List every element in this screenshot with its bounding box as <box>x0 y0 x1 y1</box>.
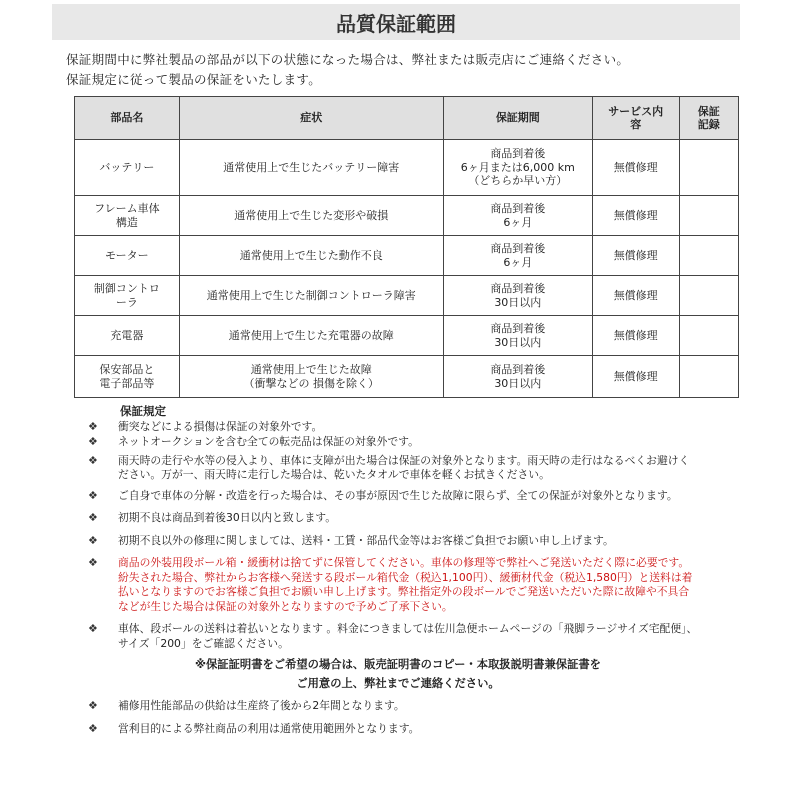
rule-text: 雨天時の走行や水等の侵入より、車体に支障が出た場合は保証の対象外となります。雨天時の走行はなるべくお避けください。万が一、雨天時に走行した場合は、乾いたタオルで車体を軽くお拭きください。 <box>118 453 690 481</box>
cell-record <box>679 196 738 236</box>
cell-service: 無償修理 <box>592 356 679 398</box>
page-title: 品質保証範囲 <box>52 4 740 40</box>
cell-symptom: 通常使用上で生じたバッテリー障害 <box>179 140 443 196</box>
notice-line-1: ※保証証明書をご希望の場合は、販売証明書のコピー・本取扱説明書兼保証書を <box>195 658 601 671</box>
intro-line-2: 保証規定に従って製品の保証をいたします。 <box>66 72 322 87</box>
diamond-bullet-icon: ❖ <box>88 419 98 433</box>
rule-text: 車体、段ボールの送料は着払いとなります 。料金につきましては佐川急便ホームページの「飛脚ラージサイズ宅配便」、サイズ「200」をご確認ください。 <box>118 622 698 650</box>
rule-text: 初期不良以外の修理に関しましては、送料・工賃・部品代金等はお客様ご負担でお願い申し上げます。 <box>118 533 614 547</box>
rule-item <box>88 722 698 737</box>
cell-period: 商品到着後 6ヶ月または6,000 km （どちらか早い方） <box>443 140 592 196</box>
rule-item <box>88 435 698 450</box>
cell-service: 無償修理 <box>592 196 679 236</box>
cell-record <box>679 316 738 356</box>
rule-item <box>88 489 698 504</box>
rule-text: ご自身で車体の分解・改造を行った場合は、その事が原因で生じた故障に限らず、全ての保証が対象外となります。 <box>118 488 678 502</box>
cell-period: 商品到着後 30日以内 <box>443 316 592 356</box>
rule-text: ネットオークションを含む全ての転売品は保証の対象外です。 <box>118 435 419 448</box>
table-row <box>75 140 739 196</box>
diamond-bullet-icon: ❖ <box>88 488 98 502</box>
intro-text <box>66 50 746 90</box>
diamond-bullet-icon: ❖ <box>88 721 98 735</box>
warranty-table <box>74 96 739 398</box>
diamond-bullet-icon: ❖ <box>88 435 98 448</box>
table-row <box>75 276 739 316</box>
cell-service: 無償修理 <box>592 236 679 276</box>
rule-item <box>88 420 698 435</box>
cell-period: 商品到着後 30日以内 <box>443 276 592 316</box>
cell-period: 商品到着後 6ヶ月 <box>443 196 592 236</box>
table-header-row <box>75 97 739 140</box>
table-row <box>75 356 739 398</box>
diamond-bullet-icon: ❖ <box>88 699 98 712</box>
diamond-bullet-icon: ❖ <box>88 511 98 524</box>
header-record: 保証 記録 <box>679 97 738 140</box>
rule-text-warning: 商品の外装用段ボール箱・緩衝材は捨てずに保管してください。車体の修理等で弊社へご発送いただく際に必要です。紛失された場合、弊社からお客様へ発送する段ボール箱代金（税込1,100円）、緩衝材代金（税込1,580円）と送料は着払いとなりますのでお客様ご負担でお願い申し上げます。弊社指定外の段ボールでご発送いただいた際に故障や不具合などが生じた場合は保証の対象外となりますので予めご了承下さい。 <box>118 556 693 613</box>
rule-item <box>88 622 698 651</box>
notice-line-2: ご用意の上、弊社までご連絡ください。 <box>296 677 500 690</box>
cell-period: 商品到着後 6ヶ月 <box>443 236 592 276</box>
table-row <box>75 316 739 356</box>
cell-symptom: 通常使用上で生じた動作不良 <box>179 236 443 276</box>
cell-symptom: 通常使用上で生じた制御コントローラ障害 <box>179 276 443 316</box>
cell-part: 制御コントロ ーラ <box>75 276 180 316</box>
rules-title: 保証規定 <box>120 404 166 418</box>
cell-symptom: 通常使用上で生じた変形や破損 <box>179 196 443 236</box>
header-warranty-period: 保証期間 <box>443 97 592 140</box>
cell-record <box>679 236 738 276</box>
rule-item <box>88 699 698 714</box>
cell-part: バッテリー <box>75 140 180 196</box>
rule-text: 衝突などによる損傷は保証の対象外です。 <box>118 419 323 433</box>
header-part-name: 部品名 <box>75 97 180 140</box>
diamond-bullet-icon: ❖ <box>88 622 98 635</box>
cell-record <box>679 356 738 398</box>
table-row <box>75 236 739 276</box>
certificate-notice <box>88 655 698 693</box>
cell-symptom: 通常使用上で生じた充電器の故障 <box>179 316 443 356</box>
header-service: サービス内 容 <box>592 97 679 140</box>
rule-item <box>88 454 698 483</box>
cell-part: 充電器 <box>75 316 180 356</box>
rule-item <box>88 556 698 614</box>
cell-part: フレーム車体 構造 <box>75 196 180 236</box>
cell-period: 商品到着後 30日以内 <box>443 356 592 398</box>
cell-service: 無償修理 <box>592 316 679 356</box>
cell-part: 保安部品と 電子部品等 <box>75 356 180 398</box>
cell-record <box>679 140 738 196</box>
diamond-bullet-icon: ❖ <box>88 556 98 569</box>
cell-service: 無償修理 <box>592 276 679 316</box>
intro-line-1: 保証期間中に弊社製品の部品が以下の状態になった場合は、弊社または販売店にご連絡ください。 <box>66 52 630 67</box>
diamond-bullet-icon: ❖ <box>88 533 98 547</box>
rule-item <box>88 534 698 549</box>
rule-text: 営利目的による弊社商品の利用は通常使用範囲外となります。 <box>118 721 420 735</box>
rule-text: 初期不良は商品到着後30日以内と致します。 <box>118 511 337 524</box>
header-symptom: 症状 <box>179 97 443 140</box>
table-row <box>75 196 739 236</box>
cell-part: モーター <box>75 236 180 276</box>
cell-symptom: 通常使用上で生じた故障 （衝撃などの 損傷を除く） <box>179 356 443 398</box>
cell-service: 無償修理 <box>592 140 679 196</box>
rule-item <box>88 511 698 526</box>
cell-record <box>679 276 738 316</box>
warranty-rules <box>88 404 698 736</box>
diamond-bullet-icon: ❖ <box>88 453 98 467</box>
rule-text: 補修用性能部品の供給は生産終了後から2年間となります。 <box>118 699 405 712</box>
